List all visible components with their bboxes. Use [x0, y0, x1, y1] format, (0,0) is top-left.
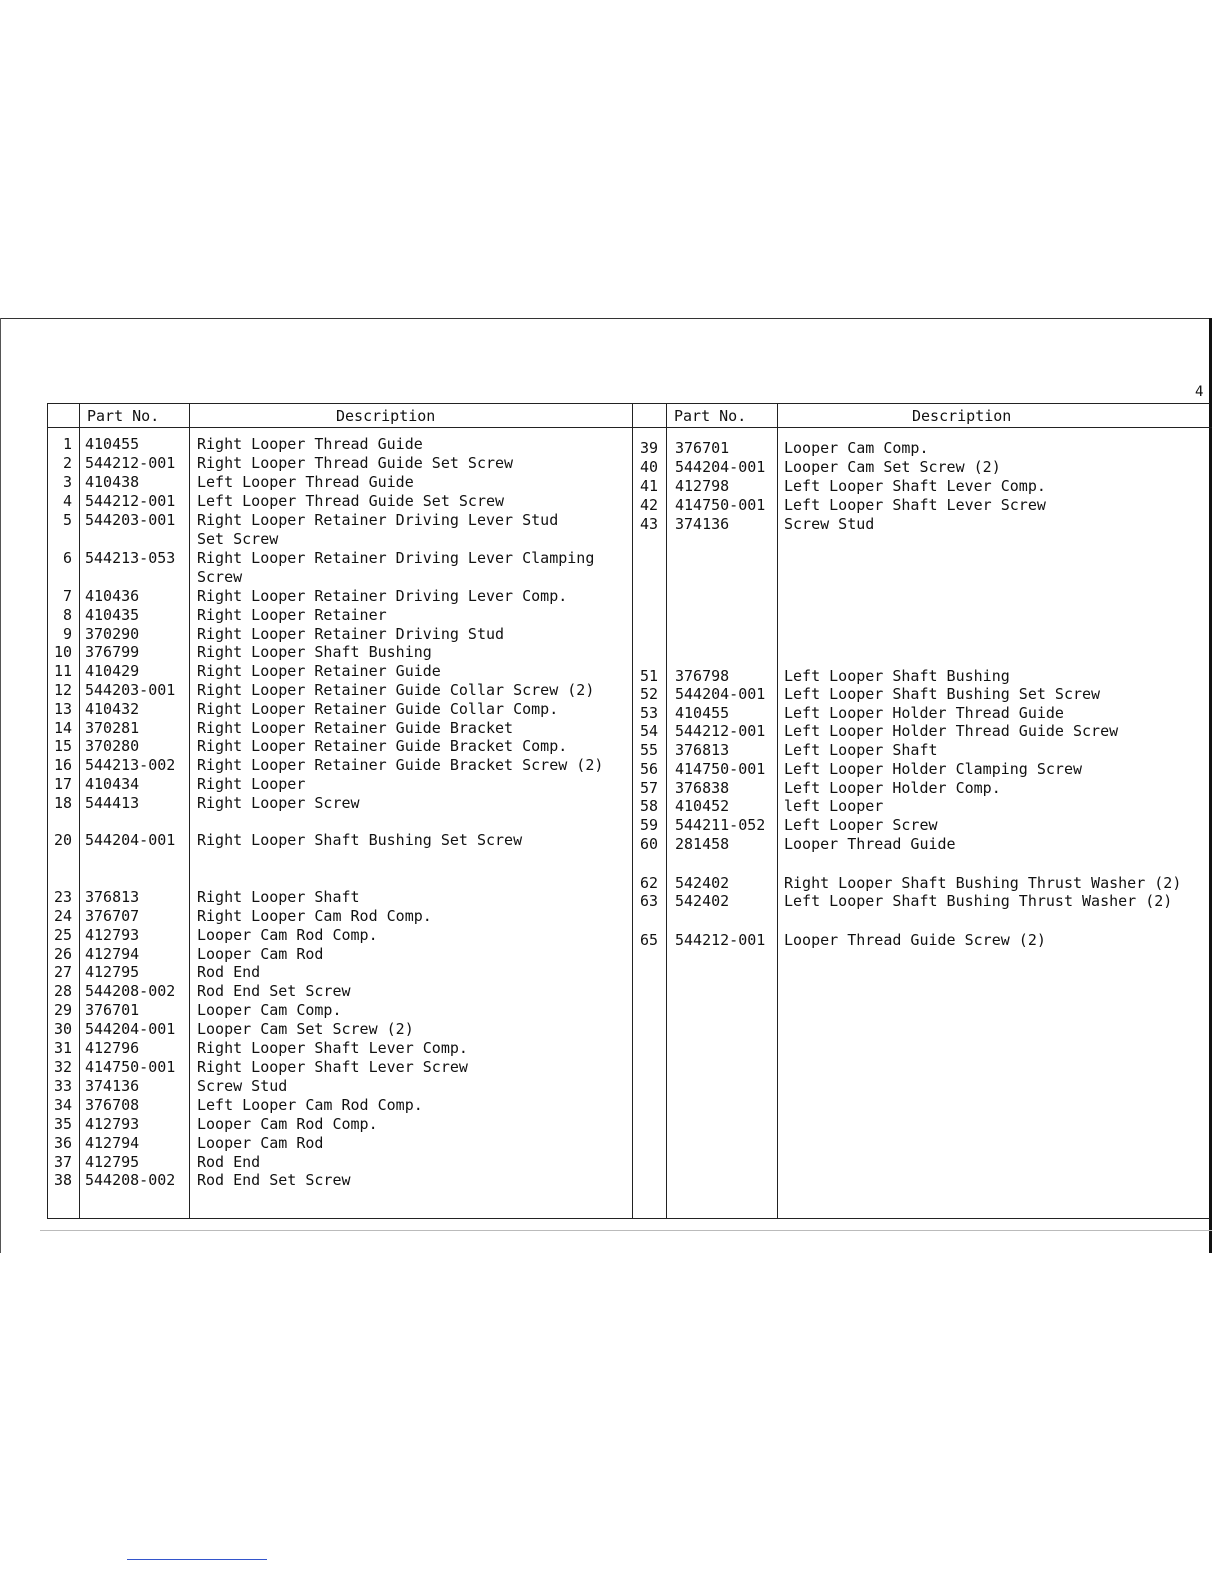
part-description: Right Looper Retainer Guide Collar Screw (2) [197, 681, 595, 699]
item-number: 58 [639, 797, 658, 815]
part-description: Left Looper Holder Comp. [784, 779, 1001, 797]
item-number: 25 [53, 926, 72, 944]
col-divider-left-part [189, 403, 190, 1219]
part-description: Left Looper Holder Clamping Screw [784, 760, 1083, 778]
part-description: Right Looper Retainer Driving Stud [197, 625, 505, 643]
part-description: Right Looper Retainer Guide [197, 662, 441, 680]
part-number: 412798 [675, 477, 730, 495]
part-number: 544213-002 [85, 756, 176, 774]
item-number: 2 [62, 454, 72, 472]
part-description: Left Looper Shaft Bushing Set Screw [784, 685, 1101, 703]
item-number: 23 [53, 888, 72, 906]
part-number: 412793 [85, 1115, 140, 1133]
item-number: 24 [53, 907, 72, 925]
part-description: Looper Cam Rod Comp. [197, 1115, 378, 1133]
part-description: Right Looper Thread Guide Set Screw [197, 454, 514, 472]
item-number: 39 [639, 439, 658, 457]
part-number: 376838 [675, 779, 730, 797]
part-description: Left Looper Shaft Bushing Thrust Washer (2) [784, 892, 1173, 910]
part-number: 542402 [675, 892, 730, 910]
part-description: Looper Thread Guide [784, 835, 956, 853]
item-number: 57 [639, 779, 658, 797]
part-number: 544203-001 [85, 681, 176, 699]
item-number: 14 [53, 719, 72, 737]
left-part-no-header: Part No. [87, 407, 160, 425]
item-number: 30 [53, 1020, 72, 1038]
item-number: 34 [53, 1096, 72, 1114]
part-description: Right Looper Shaft Lever Screw [197, 1058, 468, 1076]
part-description: Right Looper Retainer Guide Collar Comp. [197, 700, 559, 718]
right-description-header: Description [912, 407, 1012, 425]
footer-underline [127, 1559, 267, 1560]
part-description: Rod End Set Screw [197, 982, 351, 1000]
item-number: 31 [53, 1039, 72, 1057]
part-number: 410455 [85, 435, 140, 453]
part-description: Right Looper Retainer Guide Bracket Comp. [197, 737, 568, 755]
part-number: 376813 [675, 741, 730, 759]
part-number: 410435 [85, 606, 140, 624]
part-number: 544413 [85, 794, 140, 812]
part-number: 410432 [85, 700, 140, 718]
part-description: Looper Cam Rod [197, 945, 324, 963]
item-number: 10 [53, 643, 72, 661]
item-number: 41 [639, 477, 658, 495]
part-description: Left Looper Shaft Lever Screw [784, 496, 1046, 514]
part-number: 410438 [85, 473, 140, 491]
col-divider-right-part [777, 403, 778, 1219]
part-number: 412794 [85, 1134, 140, 1152]
item-number: 1 [62, 435, 72, 453]
part-description: Left Looper Thread Guide Set Screw [197, 492, 505, 510]
part-description: Left Looper Shaft [784, 741, 938, 759]
item-number: 60 [639, 835, 658, 853]
part-description: Right Looper Retainer Driving Lever Stud [197, 511, 559, 529]
part-number: 412795 [85, 1153, 140, 1171]
part-description: Rod End [197, 1153, 261, 1171]
header-divider [47, 427, 1212, 428]
item-number: 29 [53, 1001, 72, 1019]
part-number: 544204-001 [85, 831, 176, 849]
part-number: 412793 [85, 926, 140, 944]
part-number: 376707 [85, 907, 140, 925]
part-number: 376813 [85, 888, 140, 906]
part-description: Looper Cam Rod [197, 1134, 324, 1152]
part-description: Right Looper Retainer Driving Lever Comp. [197, 587, 568, 605]
part-number: 544203-001 [85, 511, 176, 529]
part-description: Right Looper Shaft Lever Comp. [197, 1039, 468, 1057]
part-description: Looper Cam Set Screw (2) [784, 458, 1001, 476]
part-number: 414750-001 [675, 760, 766, 778]
part-description: Left Looper Holder Thread Guide Screw [784, 722, 1119, 740]
part-description: Looper Cam Comp. [784, 439, 929, 457]
part-number: 544212-001 [675, 722, 766, 740]
item-number: 13 [53, 700, 72, 718]
part-number: 544212-001 [85, 492, 176, 510]
item-number: 27 [53, 963, 72, 981]
item-number: 52 [639, 685, 658, 703]
part-number: 374136 [675, 515, 730, 533]
part-description: Looper Cam Comp. [197, 1001, 342, 1019]
part-number: 414750-001 [675, 496, 766, 514]
page-number: 4 [1195, 384, 1204, 400]
item-number: 18 [53, 794, 72, 812]
item-number: 55 [639, 741, 658, 759]
part-description: Right Looper Thread Guide [197, 435, 423, 453]
part-description: Right Looper Cam Rod Comp. [197, 907, 432, 925]
part-number: 376701 [675, 439, 730, 457]
item-number: 16 [53, 756, 72, 774]
item-number: 35 [53, 1115, 72, 1133]
item-number: 63 [639, 892, 658, 910]
part-description: Right Looper Shaft Bushing Thrust Washer (2) [784, 874, 1182, 892]
item-number: 12 [53, 681, 72, 699]
part-number: 544212-001 [85, 454, 176, 472]
item-number: 62 [639, 874, 658, 892]
item-number: 40 [639, 458, 658, 476]
part-description: Right Looper Screw [197, 794, 360, 812]
part-number: 370290 [85, 625, 140, 643]
part-description: Right Looper [197, 775, 306, 793]
part-description: Rod End Set Screw [197, 1171, 351, 1189]
part-number: 376708 [85, 1096, 140, 1114]
item-number: 43 [639, 515, 658, 533]
part-description: Screw Stud [784, 515, 875, 533]
part-number: 544213-053 [85, 549, 176, 567]
item-number: 3 [62, 473, 72, 491]
part-description: Screw Stud [197, 1077, 288, 1095]
item-number: 53 [639, 704, 658, 722]
item-number: 6 [62, 549, 72, 567]
item-number: 56 [639, 760, 658, 778]
part-number: 414750-001 [85, 1058, 176, 1076]
item-number: 28 [53, 982, 72, 1000]
item-number: 65 [639, 931, 658, 949]
item-number: 9 [62, 625, 72, 643]
part-description: Looper Cam Rod Comp. [197, 926, 378, 944]
col-divider-center [632, 403, 633, 1219]
part-description: Right Looper Retainer Guide Bracket Screw (2) [197, 756, 604, 774]
part-number: 544208-002 [85, 982, 176, 1000]
item-number: 7 [62, 587, 72, 605]
item-number: 17 [53, 775, 72, 793]
part-number: 544204-001 [675, 685, 766, 703]
item-number: 32 [53, 1058, 72, 1076]
part-description: Right Looper Shaft [197, 888, 360, 906]
part-number: 410452 [675, 797, 730, 815]
part-number: 376701 [85, 1001, 140, 1019]
page-frame-left [0, 318, 1, 1253]
part-number: 544204-001 [85, 1020, 176, 1038]
part-description: Left Looper Thread Guide [197, 473, 414, 491]
part-description: Right Looper Retainer [197, 606, 387, 624]
item-number: 15 [53, 737, 72, 755]
part-description: Screw [197, 568, 243, 586]
part-description: Looper Thread Guide Screw (2) [784, 931, 1046, 949]
part-description: Set Screw [197, 530, 279, 548]
part-description: Left Looper Cam Rod Comp. [197, 1096, 423, 1114]
part-number: 370280 [85, 737, 140, 755]
item-number: 54 [639, 722, 658, 740]
item-number: 33 [53, 1077, 72, 1095]
part-description: Left Looper Screw [784, 816, 938, 834]
part-description: left Looper [784, 797, 884, 815]
part-description: Right Looper Retainer Driving Lever Clamping [197, 549, 595, 567]
col-divider-left-no [79, 403, 80, 1219]
part-number: 544208-002 [85, 1171, 176, 1189]
right-part-no-header: Part No. [674, 407, 747, 425]
item-number: 42 [639, 496, 658, 514]
part-number: 544212-001 [675, 931, 766, 949]
item-number: 26 [53, 945, 72, 963]
item-number: 36 [53, 1134, 72, 1152]
part-description: Looper Cam Set Screw (2) [197, 1020, 414, 1038]
part-number: 376798 [675, 667, 730, 685]
left-description-header: Description [336, 407, 436, 425]
item-number: 5 [62, 511, 72, 529]
page-frame-top [0, 318, 1212, 319]
part-number: 412796 [85, 1039, 140, 1057]
part-description: Left Looper Shaft Lever Comp. [784, 477, 1046, 495]
part-description: Rod End [197, 963, 261, 981]
part-description: Left Looper Holder Thread Guide [784, 704, 1064, 722]
part-number: 542402 [675, 874, 730, 892]
item-number: 37 [53, 1153, 72, 1171]
part-number: 410429 [85, 662, 140, 680]
part-description: Right Looper Shaft Bushing [197, 643, 432, 661]
part-description: Right Looper Shaft Bushing Set Screw [197, 831, 523, 849]
page-bottom-rule [40, 1230, 1212, 1231]
col-divider-right-no [666, 403, 667, 1219]
item-number: 59 [639, 816, 658, 834]
item-number: 38 [53, 1171, 72, 1189]
part-description: Right Looper Retainer Guide Bracket [197, 719, 514, 737]
part-number: 410434 [85, 775, 140, 793]
part-description: Left Looper Shaft Bushing [784, 667, 1010, 685]
item-number: 20 [53, 831, 72, 849]
part-number: 410436 [85, 587, 140, 605]
part-number: 374136 [85, 1077, 140, 1095]
item-number: 51 [639, 667, 658, 685]
part-number: 544204-001 [675, 458, 766, 476]
part-number: 412794 [85, 945, 140, 963]
part-number: 544211-052 [675, 816, 766, 834]
part-number: 376799 [85, 643, 140, 661]
item-number: 8 [62, 606, 72, 624]
part-number: 281458 [675, 835, 730, 853]
item-number: 11 [53, 662, 72, 680]
part-number: 410455 [675, 704, 730, 722]
item-number: 4 [62, 492, 72, 510]
part-number: 370281 [85, 719, 140, 737]
part-number: 412795 [85, 963, 140, 981]
